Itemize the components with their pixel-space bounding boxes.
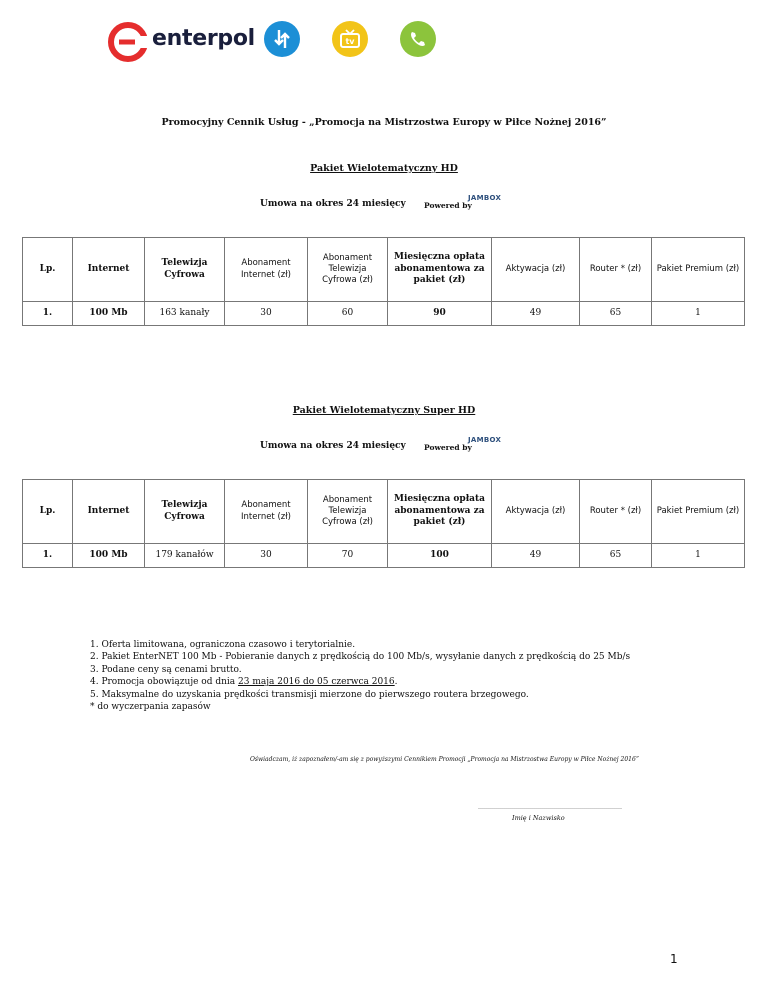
header-cell: Lp. [23, 238, 73, 302]
header-cell: Miesięczna opłata abonamentowa za pakiet (zł) [388, 480, 492, 544]
package-title-super-hd: Pakiet Wielotematyczny Super HD [292, 405, 476, 416]
cell-abon-internet: 30 [225, 302, 308, 326]
contract-term: Umowa na okres 24 miesięcy [260, 199, 406, 209]
cell-internet: 100 Mb [73, 302, 145, 326]
cell-router: 65 [580, 544, 652, 568]
header-cell: Lp. [23, 480, 73, 544]
header-cell: Abonament Telewizja Cyfrowa (zł) [308, 480, 388, 544]
declaration-text: Oświadczam, iż zapoznałem/-am się z powyższymi Cennikiem Promocji „Promocja na Mistrzostwa Europy w Piłce Nożnej 2016” [250, 756, 639, 763]
header-cell: Abonament Internet (zł) [225, 238, 308, 302]
cell-internet: 100 Mb [73, 544, 145, 568]
cell-monthly-fee: 100 [388, 544, 492, 568]
cell-monthly-fee: 90 [388, 302, 492, 326]
internet-arrows-icon [264, 21, 300, 57]
cell-tv: 179 kanałów [145, 544, 225, 568]
header-cell: Pakiet Premium (zł) [652, 480, 745, 544]
jambox-logo: JAMBOX [468, 194, 502, 202]
header-cell: Pakiet Premium (zł) [652, 238, 745, 302]
table-row [23, 302, 745, 326]
cell-abon-tv: 70 [308, 544, 388, 568]
note-item: 3. Podane ceny są cenami brutto. [90, 664, 242, 675]
document-title: Promocyjny Cennik Usług - „Promocja na Mistrzostwa Europy w Piłce Nożnej 2016” [161, 117, 607, 128]
table-row [23, 544, 745, 568]
brand-name: enterpol [152, 26, 255, 51]
header-cell: Aktywacja (zł) [492, 480, 580, 544]
cell-abon-internet: 30 [225, 544, 308, 568]
promo-dates: 23 maja 2016 do 05 czerwca 2016 [238, 677, 395, 688]
signature-line: ……………………………………………………………… [478, 804, 622, 811]
price-table-super-hd [22, 479, 745, 568]
powered-by-label: Powered by [424, 201, 472, 210]
cell-router: 65 [580, 302, 652, 326]
cell-activation: 49 [492, 302, 580, 326]
cell-lp: 1. [23, 302, 73, 326]
cell-premium: 1 [652, 544, 745, 568]
header-cell: Miesięczna opłata abonamentowa za pakiet (zł) [388, 238, 492, 302]
note-end: . [394, 677, 398, 688]
terms-notes [90, 639, 630, 713]
header-cell: Abonament Telewizja Cyfrowa (zł) [308, 238, 388, 302]
header-cell: Router * (zł) [580, 480, 652, 544]
header-cell: Abonament Internet (zł) [225, 480, 308, 544]
phone-icon [400, 21, 436, 57]
page-number: 1 [670, 952, 678, 966]
note-item: 2. Pakiet EnterNET 100 Mb - Pobieranie danych z prędkością do 100 Mb/s, wysyłanie danych z prędkością do 25 Mb/s [90, 652, 631, 663]
cell-lp: 1. [23, 544, 73, 568]
header-cell: Internet [73, 238, 145, 302]
table-header-row [23, 480, 745, 544]
header-cell: Router * (zł) [580, 238, 652, 302]
cell-activation: 49 [492, 544, 580, 568]
header-cell: Aktywacja (zł) [492, 238, 580, 302]
contract-term: Umowa na okres 24 miesięcy [260, 441, 406, 451]
cell-abon-tv: 60 [308, 302, 388, 326]
cell-tv: 163 kanały [145, 302, 225, 326]
cell-premium: 1 [652, 302, 745, 326]
signature-label: Imię i Nazwisko [512, 814, 565, 822]
note-item [90, 676, 630, 688]
header-cell: Internet [73, 480, 145, 544]
jambox-logo: JAMBOX [468, 436, 502, 444]
note-item: 1. Oferta limitowana, ograniczona czasowo i terytorialnie. [90, 640, 356, 650]
table-header-row [23, 238, 745, 302]
header-cell: Telewizja Cyfrowa [145, 238, 225, 302]
svg-text:tv: tv [345, 37, 355, 46]
note-item: * do wyczerpania zapasów [90, 702, 211, 713]
tv-icon [332, 21, 368, 57]
note-item: 5. Maksymalne do uzyskania prędkości transmisji mierzone do pierwszego routera brzegowego. [90, 689, 529, 700]
price-table-hd [22, 237, 745, 326]
package-title-hd: Pakiet Wielotematyczny HD [310, 163, 458, 174]
header-cell: Telewizja Cyfrowa [145, 480, 225, 544]
note-text: 4. Promocja obowiązuje od dnia [90, 677, 238, 688]
enterpol-logo [108, 22, 148, 62]
powered-by-label: Powered by [424, 443, 472, 452]
